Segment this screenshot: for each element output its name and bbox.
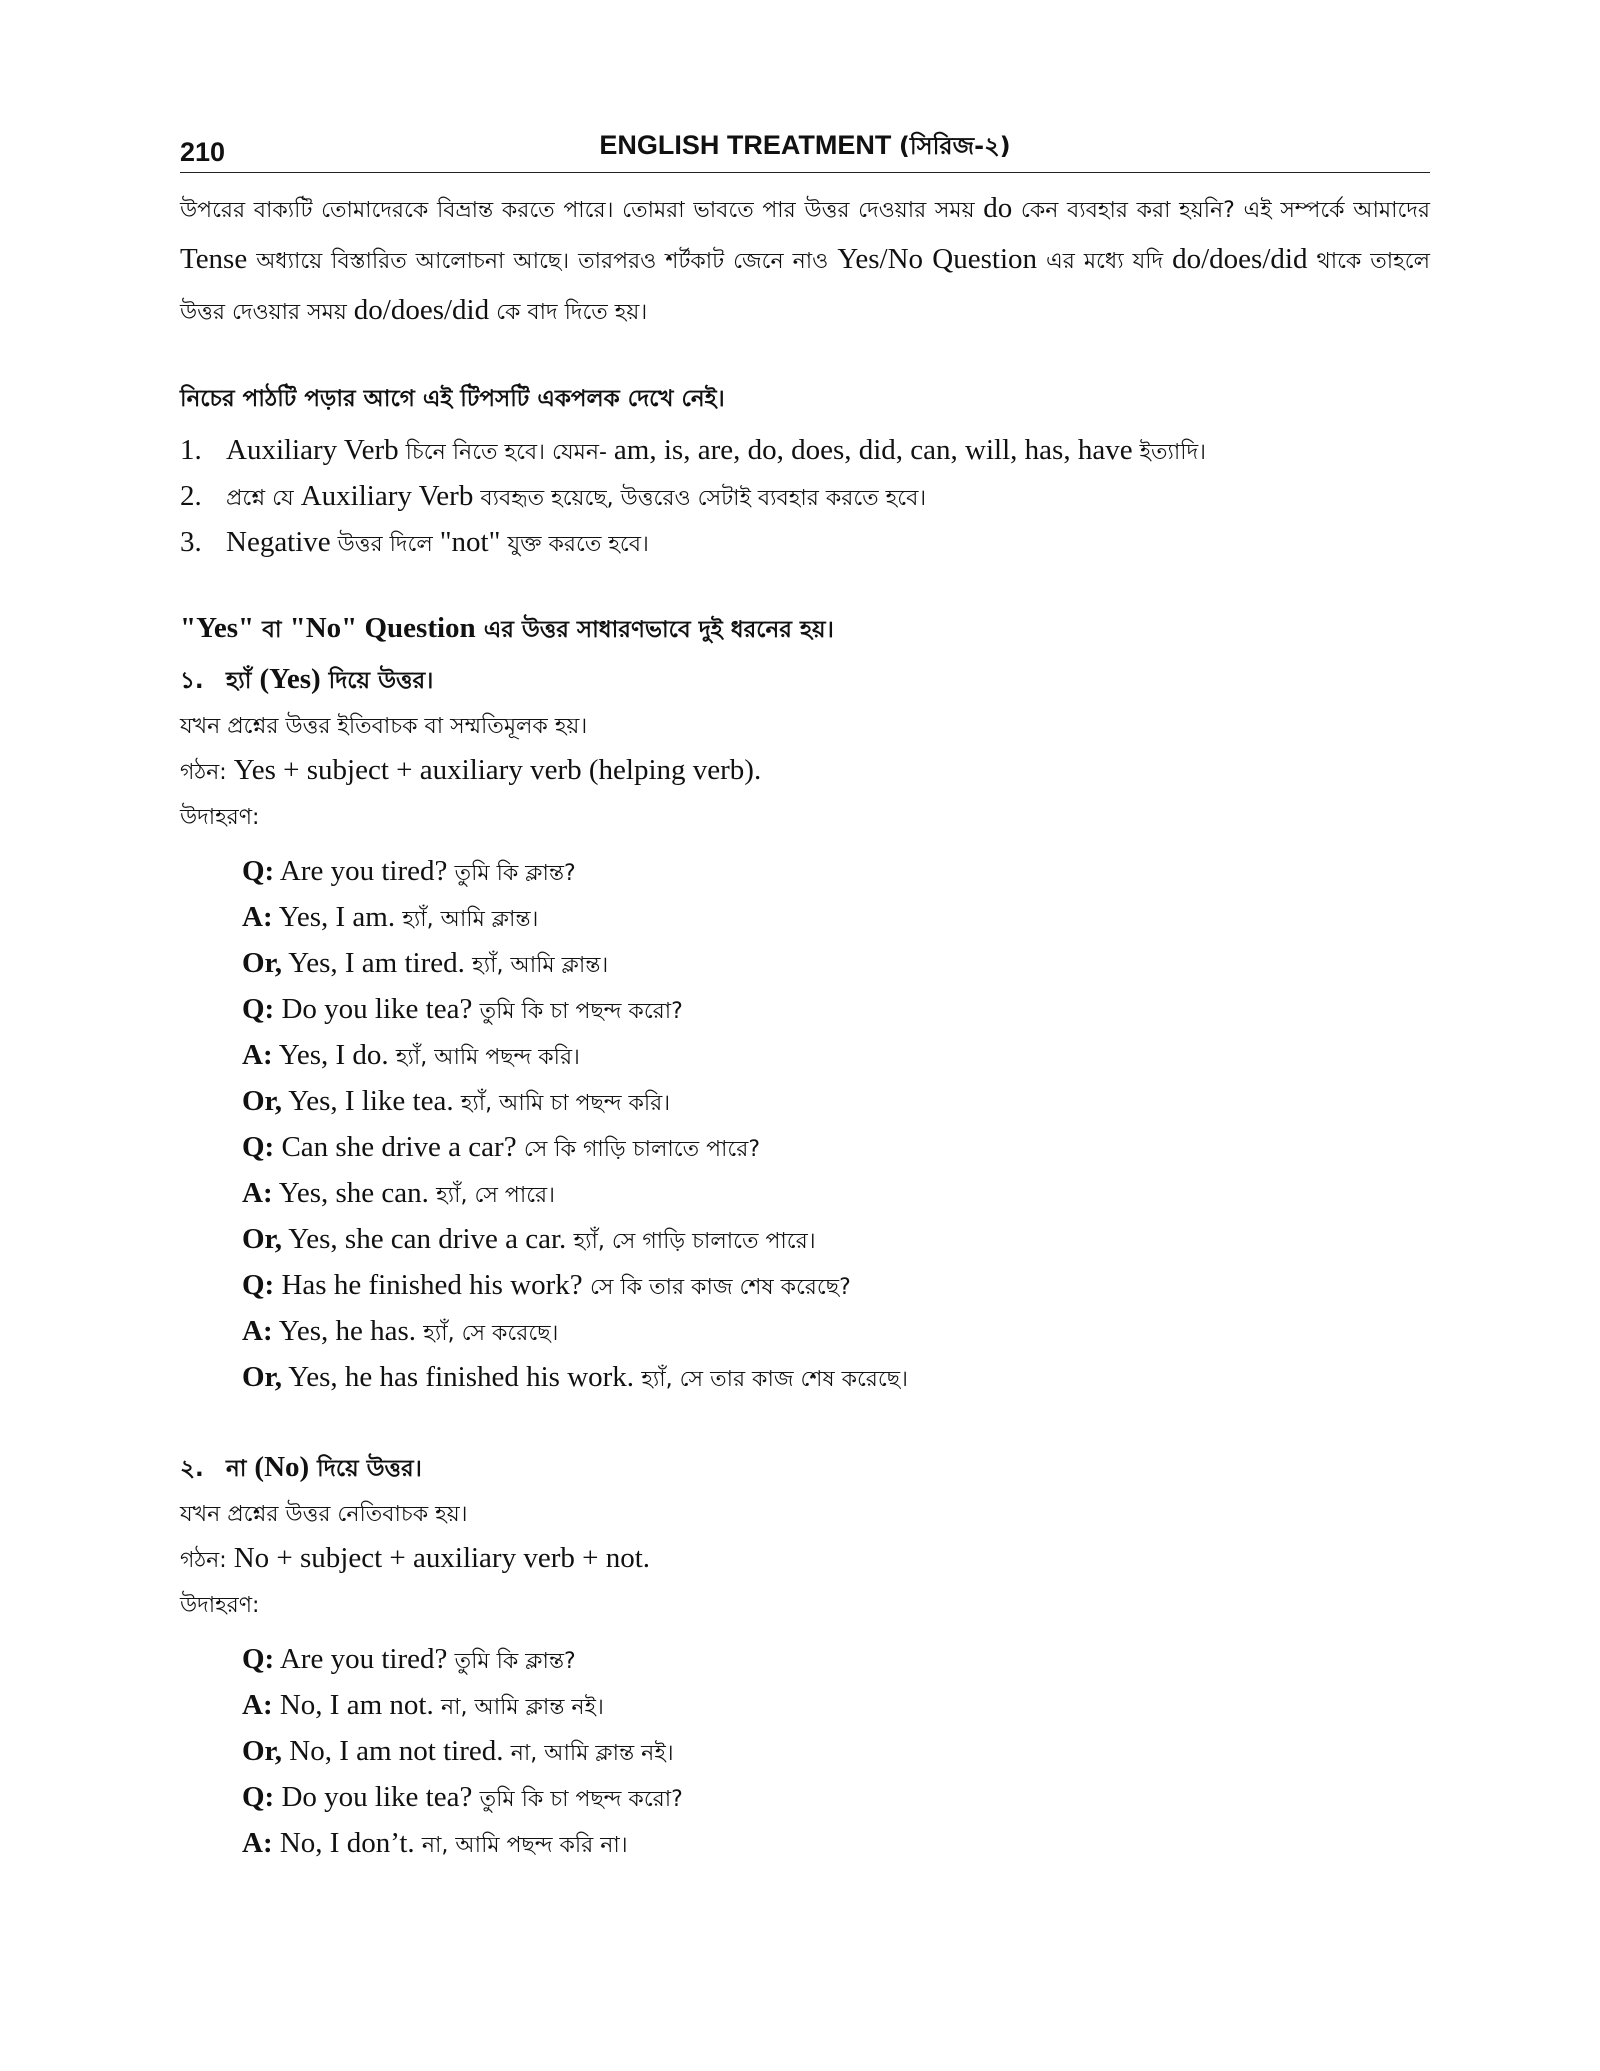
page-number: 210 <box>180 137 226 167</box>
example-bengali: না, আমি পছন্দ করি না। <box>421 1833 628 1858</box>
intro-text-run: do <box>983 192 1013 224</box>
book-title <box>180 128 1430 168</box>
example-label: A: <box>242 901 273 933</box>
example-line <box>242 1078 1430 1124</box>
tip-text-run: যুক্ত করতে হবে। <box>500 532 649 557</box>
section-heading-or: বা <box>254 617 290 643</box>
section-heading <box>180 605 1430 656</box>
example-english: Yes, I do. <box>272 1039 396 1071</box>
example-bengali: সে কি তার কাজ শেষ করেছে? <box>589 1275 851 1300</box>
example-english: Yes, I am. <box>272 901 403 933</box>
example-label: Or, <box>242 1223 283 1255</box>
example-line <box>242 1774 1430 1820</box>
example-label: Or, <box>242 1085 283 1117</box>
intro-text-run: Tense <box>180 243 248 275</box>
example-bengali: হ্যাঁ, সে পারে। <box>436 1183 556 1208</box>
intro-text-run: উপরের বাক্যটি তোমাদেরকে বিভ্রান্ত করতে পারে। তোমরা ভাবতে পার উত্তর দেওয়ার সময় <box>180 198 984 223</box>
tip-number: 1. <box>180 434 202 466</box>
example-line <box>242 1216 1430 1262</box>
example-bengali: সে কি গাড়ি চালাতে পারে? <box>523 1137 761 1162</box>
intro-text <box>180 185 1430 338</box>
example-english: Yes, he has. <box>272 1315 424 1347</box>
yes-structure <box>180 747 1430 798</box>
example-bengali: তুমি কি চা পছন্দ করো? <box>479 1787 683 1812</box>
no-description: যখন প্রশ্নের উত্তর নেতিবাচক হয়। <box>180 1502 468 1527</box>
example-bengali: হ্যাঁ, সে গাড়ি চালাতে পারে। <box>573 1229 816 1254</box>
example-line <box>242 1124 1430 1170</box>
example-label: A: <box>242 1039 273 1071</box>
tip-number: 3. <box>180 526 202 558</box>
example-label: Q: <box>242 1781 275 1813</box>
intro-text-run: অধ্যায়ে বিস্তারিত আলোচনা আছে। তারপরও শর্টকাট জেনে নাও <box>247 249 838 274</box>
yes-structure-label: গঠন: <box>180 760 234 785</box>
example-english: No, I am not. <box>272 1689 441 1721</box>
example-line <box>242 894 1430 940</box>
yes-section-marker: ১. <box>180 668 204 694</box>
yes-description: যখন প্রশ্নের উত্তর ইতিবাচক বা সম্মতিমূলক হয়। <box>180 714 588 739</box>
example-label: Q: <box>242 993 275 1025</box>
example-english: Are you tired? <box>274 855 455 887</box>
example-english: Can she drive a car? <box>274 1131 524 1163</box>
example-bengali: হ্যাঁ, আমি চা পছন্দ করি। <box>460 1091 671 1116</box>
section-heading-yes: "Yes" <box>180 612 255 644</box>
tip-text-run: ইত্যাদি। <box>1132 440 1207 465</box>
example-english: Yes, I am tired. <box>282 947 473 979</box>
example-label: A: <box>242 1827 273 1859</box>
book-series: (সিরিজ-২) <box>898 132 1011 160</box>
intro-text-run: Yes/No Question <box>837 243 1038 275</box>
tip-text-run: Auxiliary Verb <box>300 480 474 512</box>
example-bengali: তুমি কি ক্লান্ত? <box>454 1649 576 1674</box>
example-english: Yes, she can drive a car. <box>282 1223 574 1255</box>
yes-examples <box>242 848 1430 1400</box>
tip-item <box>180 519 1430 565</box>
example-line <box>242 1170 1430 1216</box>
no-structure <box>180 1535 1430 1586</box>
example-label: Q: <box>242 1269 275 1301</box>
example-label: Q: <box>242 1643 275 1675</box>
tip-text-run: "not" <box>439 526 501 558</box>
example-english: Has he finished his work? <box>274 1269 590 1301</box>
example-bengali: হ্যাঁ, আমি ক্লান্ত। <box>402 907 539 932</box>
tip-text-run: চিনে নিতে হবে। যেমন- <box>398 440 614 465</box>
no-section-title <box>180 1444 1430 1495</box>
example-bengali: তুমি কি ক্লান্ত? <box>454 861 576 886</box>
example-bengali: না, আমি ক্লান্ত নই। <box>440 1695 604 1720</box>
example-line <box>242 1308 1430 1354</box>
tip-text-run: প্রশ্নে যে <box>226 486 301 511</box>
example-english: Yes, he has finished his work. <box>282 1361 642 1393</box>
book-title-text: ENGLISH TREATMENT <box>599 130 892 160</box>
yes-section <box>180 656 1430 1400</box>
example-line <box>242 1262 1430 1308</box>
example-label: A: <box>242 1689 273 1721</box>
tip-item <box>180 427 1430 473</box>
no-example-label: উদাহরণ: <box>180 1593 260 1618</box>
example-bengali: তুমি কি চা পছন্দ করো? <box>479 999 683 1024</box>
tip-text-run: উত্তর দিলে <box>330 532 440 557</box>
example-english: No, I am not tired. <box>282 1735 511 1767</box>
yes-section-title <box>180 656 1430 707</box>
example-bengali: হ্যাঁ, আমি ক্লান্ত। <box>472 953 609 978</box>
example-line <box>242 848 1430 894</box>
example-english: Do you like tea? <box>274 993 480 1025</box>
no-structure-formula: No + subject + auxiliary verb + not. <box>233 1542 651 1574</box>
example-line <box>242 1820 1430 1866</box>
intro-text-run: do/does/did <box>1172 243 1308 275</box>
example-line <box>242 986 1430 1032</box>
yes-title-bn: হ্যাঁ <box>226 668 260 694</box>
tip-text-run: ব্যবহৃত হয়েছে, উত্তরেও সেটাই ব্যবহার করতে হবে। <box>473 486 927 511</box>
example-label: Or, <box>242 1361 283 1393</box>
intro-text-run: do/does/did <box>353 294 490 326</box>
yes-example-label: উদাহরণ: <box>180 805 260 830</box>
example-label: Or, <box>242 1735 283 1767</box>
no-title-bn: না <box>226 1456 255 1482</box>
example-bengali: হ্যাঁ, আমি পছন্দ করি। <box>395 1045 580 1070</box>
no-examples <box>242 1636 1430 1866</box>
tip-item <box>180 473 1430 519</box>
example-line <box>242 1728 1430 1774</box>
example-label: A: <box>242 1177 273 1209</box>
example-bengali: না, আমি ক্লান্ত নই। <box>510 1741 674 1766</box>
tip-text-run: Negative <box>226 526 331 558</box>
no-section <box>180 1444 1430 1866</box>
example-line <box>242 1682 1430 1728</box>
intro-text-run: কেন ব্যবহার করা হয়নি? এই সম্পর্কে আমাদের <box>1012 198 1430 223</box>
intro-text-run: এর মধ্যে যদি <box>1037 249 1173 274</box>
example-english: No, I don’t. <box>272 1827 422 1859</box>
example-english: Yes, she can. <box>272 1177 437 1209</box>
intro-paragraph <box>180 185 1430 338</box>
yes-title-rest: দিয়ে উত্তর। <box>320 668 434 694</box>
example-label: Q: <box>242 1131 275 1163</box>
tip-text-run: am, is, are, do, does, did, can, will, has, have <box>613 434 1133 466</box>
tips-heading: নিচের পাঠটি পড়ার আগে এই টিপসটি একপলক দেখে নেই। <box>180 386 725 412</box>
yes-title-en: (Yes) <box>259 663 321 695</box>
document-page <box>180 128 1430 1866</box>
example-english: Do you like tea? <box>274 1781 480 1813</box>
example-bengali: হ্যাঁ, সে তার কাজ শেষ করেছে। <box>641 1367 908 1392</box>
yes-structure-formula: Yes + subject + auxiliary verb (helping verb). <box>233 754 762 786</box>
intro-text-run: কে বাদ দিতে হয়। <box>489 300 648 325</box>
example-label: Q: <box>242 855 275 887</box>
no-section-marker: ২. <box>180 1456 204 1482</box>
section-heading-rest: এর উত্তর সাধারণভাবে দুই ধরনের হয়। <box>475 617 834 643</box>
tips-list <box>180 427 1430 565</box>
tip-number: 2. <box>180 480 202 512</box>
example-line <box>242 1354 1430 1400</box>
no-structure-label: গঠন: <box>180 1548 234 1573</box>
example-label: Or, <box>242 947 283 979</box>
tip-text-run: Auxiliary Verb <box>226 434 399 466</box>
example-line <box>242 940 1430 986</box>
section-heading-no: "No" Question <box>289 612 476 644</box>
example-line <box>242 1636 1430 1682</box>
no-title-rest: দিয়ে উত্তর। <box>309 1456 422 1482</box>
intro-text-run: থাকে তাহলে উত্তর দেওয়ার সময় <box>180 249 1430 325</box>
page-header <box>180 128 1430 173</box>
example-label: A: <box>242 1315 273 1347</box>
example-bengali: হ্যাঁ, সে করেছে। <box>423 1321 559 1346</box>
no-title-en: (No) <box>254 1451 310 1483</box>
example-english: Are you tired? <box>274 1643 455 1675</box>
example-line <box>242 1032 1430 1078</box>
example-english: Yes, I like tea. <box>282 1085 461 1117</box>
